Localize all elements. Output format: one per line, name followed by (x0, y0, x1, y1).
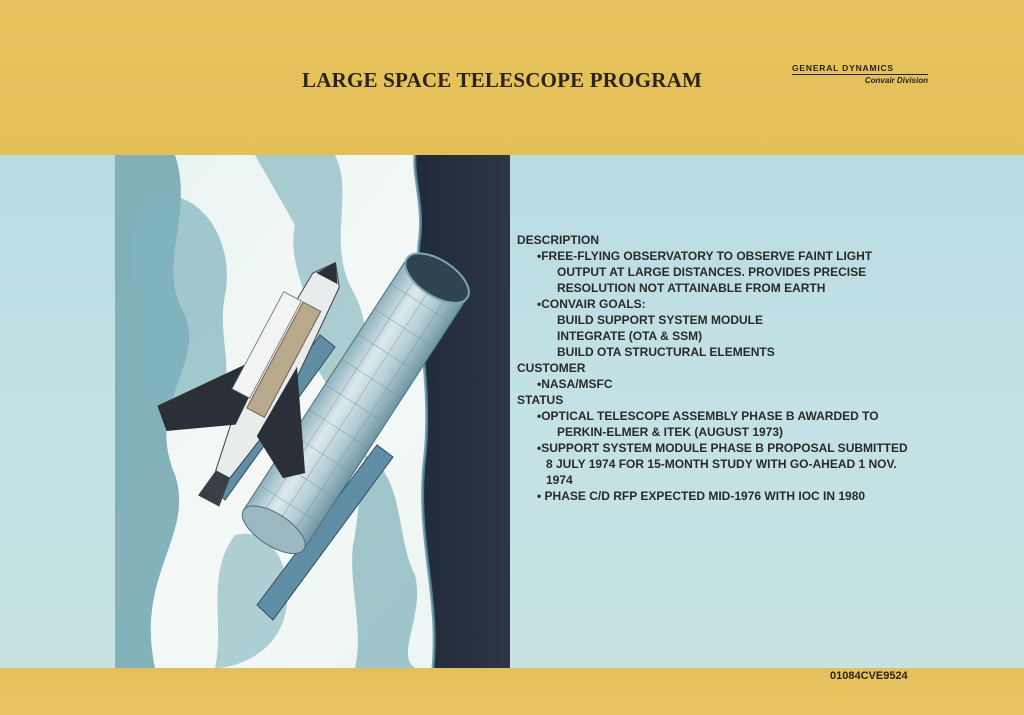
program-details (517, 232, 957, 504)
company-logo (792, 63, 928, 85)
description-heading: DESCRIPTION (517, 233, 600, 247)
status-bullet-line: •OPTICAL TELESCOPE ASSEMBLY PHASE B AWARDED TO (537, 409, 879, 423)
description-bullet-line: OUTPUT AT LARGE DISTANCES. PROVIDES PRECISE (557, 265, 867, 279)
status-bullet-line: •SUPPORT SYSTEM MODULE PHASE B PROPOSAL SUBMITTED (537, 441, 908, 455)
logo-division-name: Convair Division (864, 76, 928, 85)
page-title: LARGE SPACE TELESCOPE PROGRAM (302, 68, 702, 92)
customer-heading: CUSTOMER (517, 361, 586, 375)
description-bullet-line: •FREE-FLYING OBSERVATORY TO OBSERVE FAINT LIGHT (537, 249, 873, 263)
document-code: 01084CVE9524 (830, 670, 908, 682)
description-bullet-line: RESOLUTION NOT ATTAINABLE FROM EARTH (557, 281, 826, 295)
telescope-shuttle-illustration (115, 155, 510, 668)
goal-item: INTEGRATE (OTA & SSM) (557, 329, 703, 343)
status-bullet-line: • PHASE C/D RFP EXPECTED MID-1976 WITH IOC IN 1980 (537, 489, 866, 503)
customer-bullet: •NASA/MSFC (537, 377, 613, 391)
goal-item: BUILD OTA STRUCTURAL ELEMENTS (557, 345, 775, 359)
status-bullet-line: 1974 (546, 473, 573, 487)
status-bullet-line: PERKIN-ELMER & ITEK (AUGUST 1973) (557, 425, 784, 439)
status-heading: STATUS (517, 393, 564, 407)
goals-bullet: •CONVAIR GOALS: (537, 297, 646, 311)
logo-company-name: GENERAL DYNAMICS (792, 63, 928, 75)
goal-item: BUILD SUPPORT SYSTEM MODULE (557, 313, 764, 327)
status-bullet-line: 8 JULY 1974 FOR 15-MONTH STUDY WITH GO-AHEAD 1 NOV. (546, 457, 897, 471)
